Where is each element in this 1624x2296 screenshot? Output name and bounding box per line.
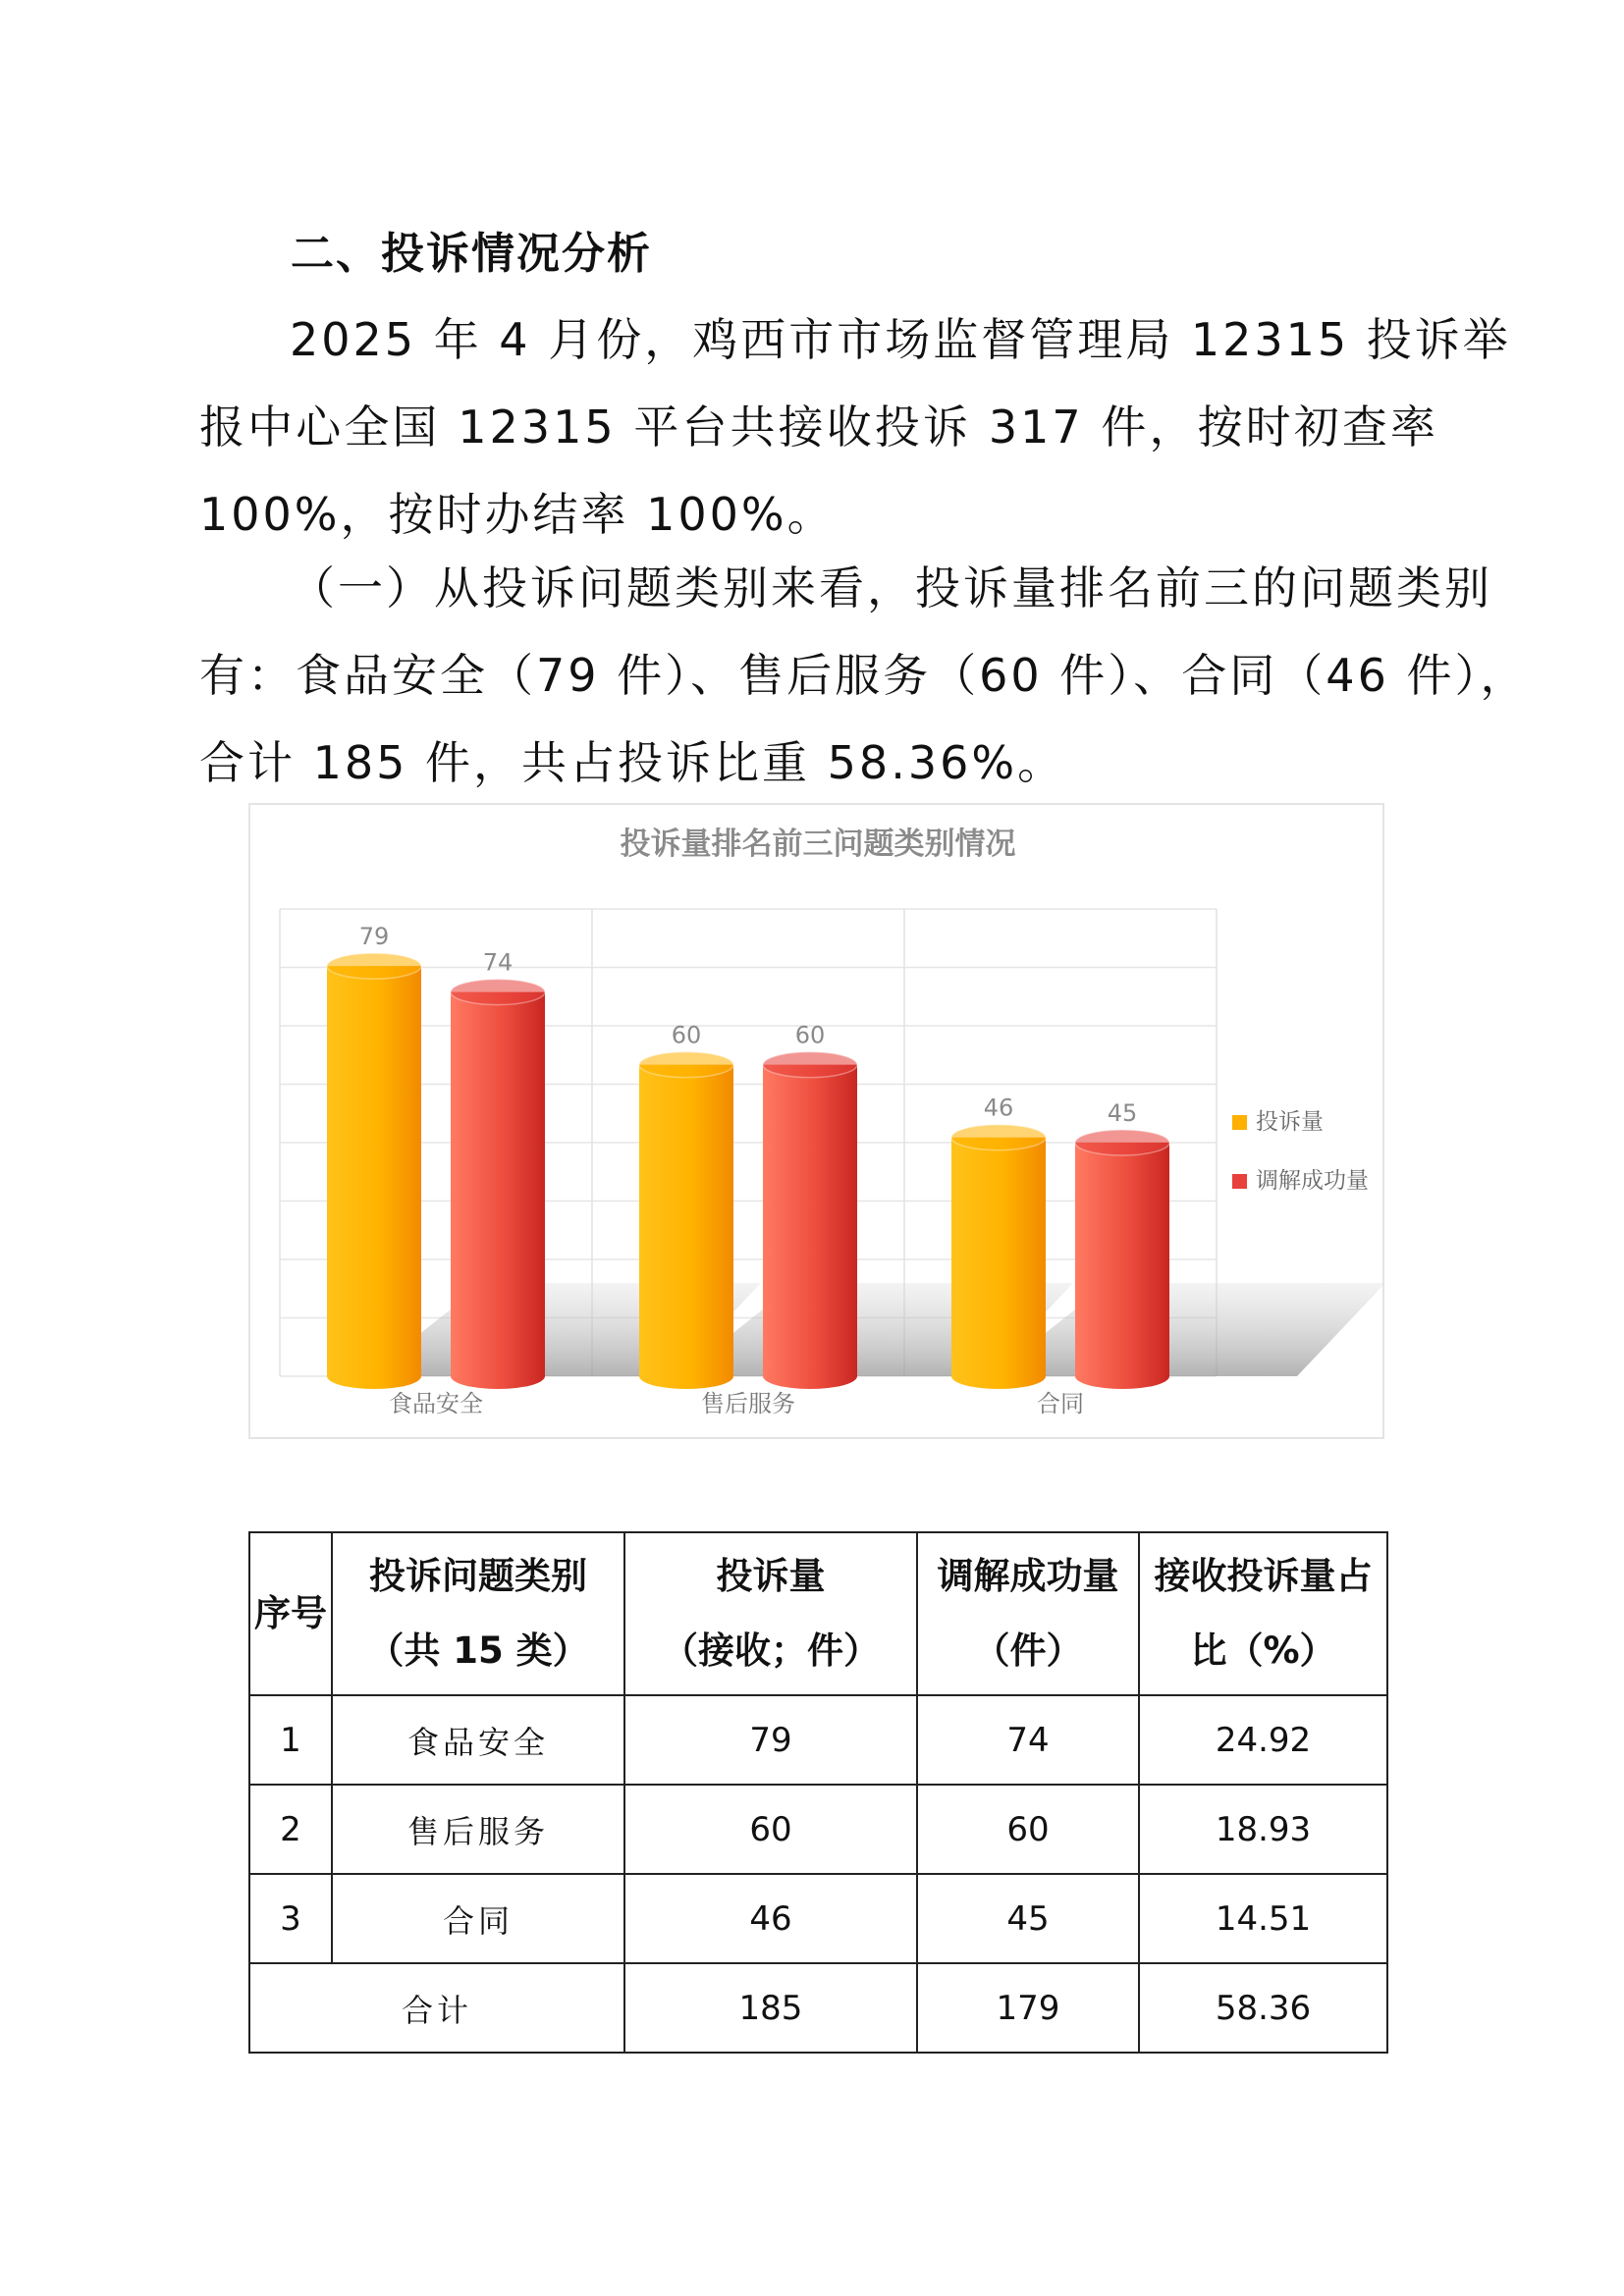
paragraph-line: 100%，按时办结率 100%。: [199, 488, 836, 541]
cell-received: 46: [624, 1874, 917, 1963]
bar-chart: [248, 803, 1384, 1439]
bar-1-1: [763, 1052, 857, 1389]
legend-label: 投诉量: [1256, 1109, 1324, 1135]
cell-resolved: 60: [917, 1785, 1139, 1874]
cell-index: 1: [249, 1695, 332, 1785]
cell-index: 3: [249, 1874, 332, 1963]
cell-category: 售后服务: [332, 1785, 624, 1874]
header-received: 投诉量 （接收；件）: [624, 1532, 917, 1695]
bar-value-label: 45: [1107, 1099, 1138, 1127]
header-index: 序号: [249, 1532, 332, 1695]
section-heading: 二、投诉情况分析: [291, 229, 652, 279]
bar-body: [327, 966, 421, 1389]
cell-category: 食品安全: [332, 1695, 624, 1785]
cell-received: 60: [624, 1785, 917, 1874]
cell-received: 79: [624, 1695, 917, 1785]
header-category: 投诉问题类别 （共 15 类）: [332, 1532, 624, 1695]
cell-share: 18.93: [1139, 1785, 1387, 1874]
cell-total-label: 合计: [249, 1963, 624, 2053]
bar-body: [763, 1065, 857, 1389]
chart-title: 投诉量排名前三问题类别情况: [620, 827, 1016, 862]
bar-body: [639, 1065, 733, 1389]
cell-share: 24.92: [1139, 1695, 1387, 1785]
cell-total-received: 185: [624, 1963, 917, 2053]
legend-swatch: [1232, 1115, 1247, 1130]
bar-body: [951, 1138, 1046, 1389]
complaint-table: [248, 1531, 1388, 2054]
table-header-row: [249, 1532, 1387, 1695]
bar-value-label: 74: [482, 948, 514, 977]
bar-0-0: [327, 953, 421, 1389]
legend-label: 调解成功量: [1256, 1168, 1369, 1194]
bar-0-1: [451, 980, 545, 1389]
bar-value-label: 46: [983, 1094, 1014, 1122]
paragraph-line: 有：食品安全（79 件）、售后服务（60 件）、合同（46 件），: [199, 649, 1529, 702]
table-row: [249, 1695, 1387, 1785]
cell-share: 14.51: [1139, 1874, 1387, 1963]
cell-resolved: 45: [917, 1874, 1139, 1963]
bar-2-0: [951, 1125, 1046, 1389]
table-total-row: [249, 1963, 1387, 2053]
cell-total-resolved: 179: [917, 1963, 1139, 2053]
header-resolved: 调解成功量 （件）: [917, 1532, 1139, 1695]
category-label: 合同: [1037, 1390, 1084, 1417]
bar-2-1: [1075, 1130, 1169, 1389]
cell-category: 合同: [332, 1874, 624, 1963]
paragraph-line: 合计 185 件，共占投诉比重 58.36%。: [199, 736, 1066, 789]
cell-index: 2: [249, 1785, 332, 1874]
bar-value-label: 60: [671, 1021, 702, 1049]
paragraph-line: 2025 年 4 月份，鸡西市市场监督管理局 12315 投诉举: [290, 313, 1511, 366]
paragraph-line: （一）从投诉问题类别来看，投诉量排名前三的问题类别: [290, 561, 1492, 614]
category-label: 食品安全: [389, 1390, 483, 1417]
bar-value-label: 79: [358, 923, 390, 951]
header-share: 接收投诉量占 比（%）: [1139, 1532, 1387, 1695]
chart-canvas: [250, 805, 1386, 1441]
category-label: 售后服务: [701, 1390, 795, 1417]
table-row: [249, 1874, 1387, 1963]
bar-value-label: 60: [794, 1021, 826, 1049]
bar-body: [451, 992, 545, 1389]
paragraph-line: 报中心全国 12315 平台共接收投诉 317 件，按时初查率: [199, 400, 1438, 454]
bar-1-0: [639, 1052, 733, 1389]
bar-body: [1075, 1143, 1169, 1389]
summary-paragraph: [199, 296, 1511, 559]
table-row: [249, 1785, 1387, 1874]
legend-swatch: [1232, 1174, 1247, 1189]
category-paragraph: [199, 545, 1529, 807]
cell-total-share: 58.36: [1139, 1963, 1387, 2053]
cell-resolved: 74: [917, 1695, 1139, 1785]
chart-category-labels: [389, 1390, 1084, 1417]
chart-legend: [1232, 1109, 1369, 1194]
